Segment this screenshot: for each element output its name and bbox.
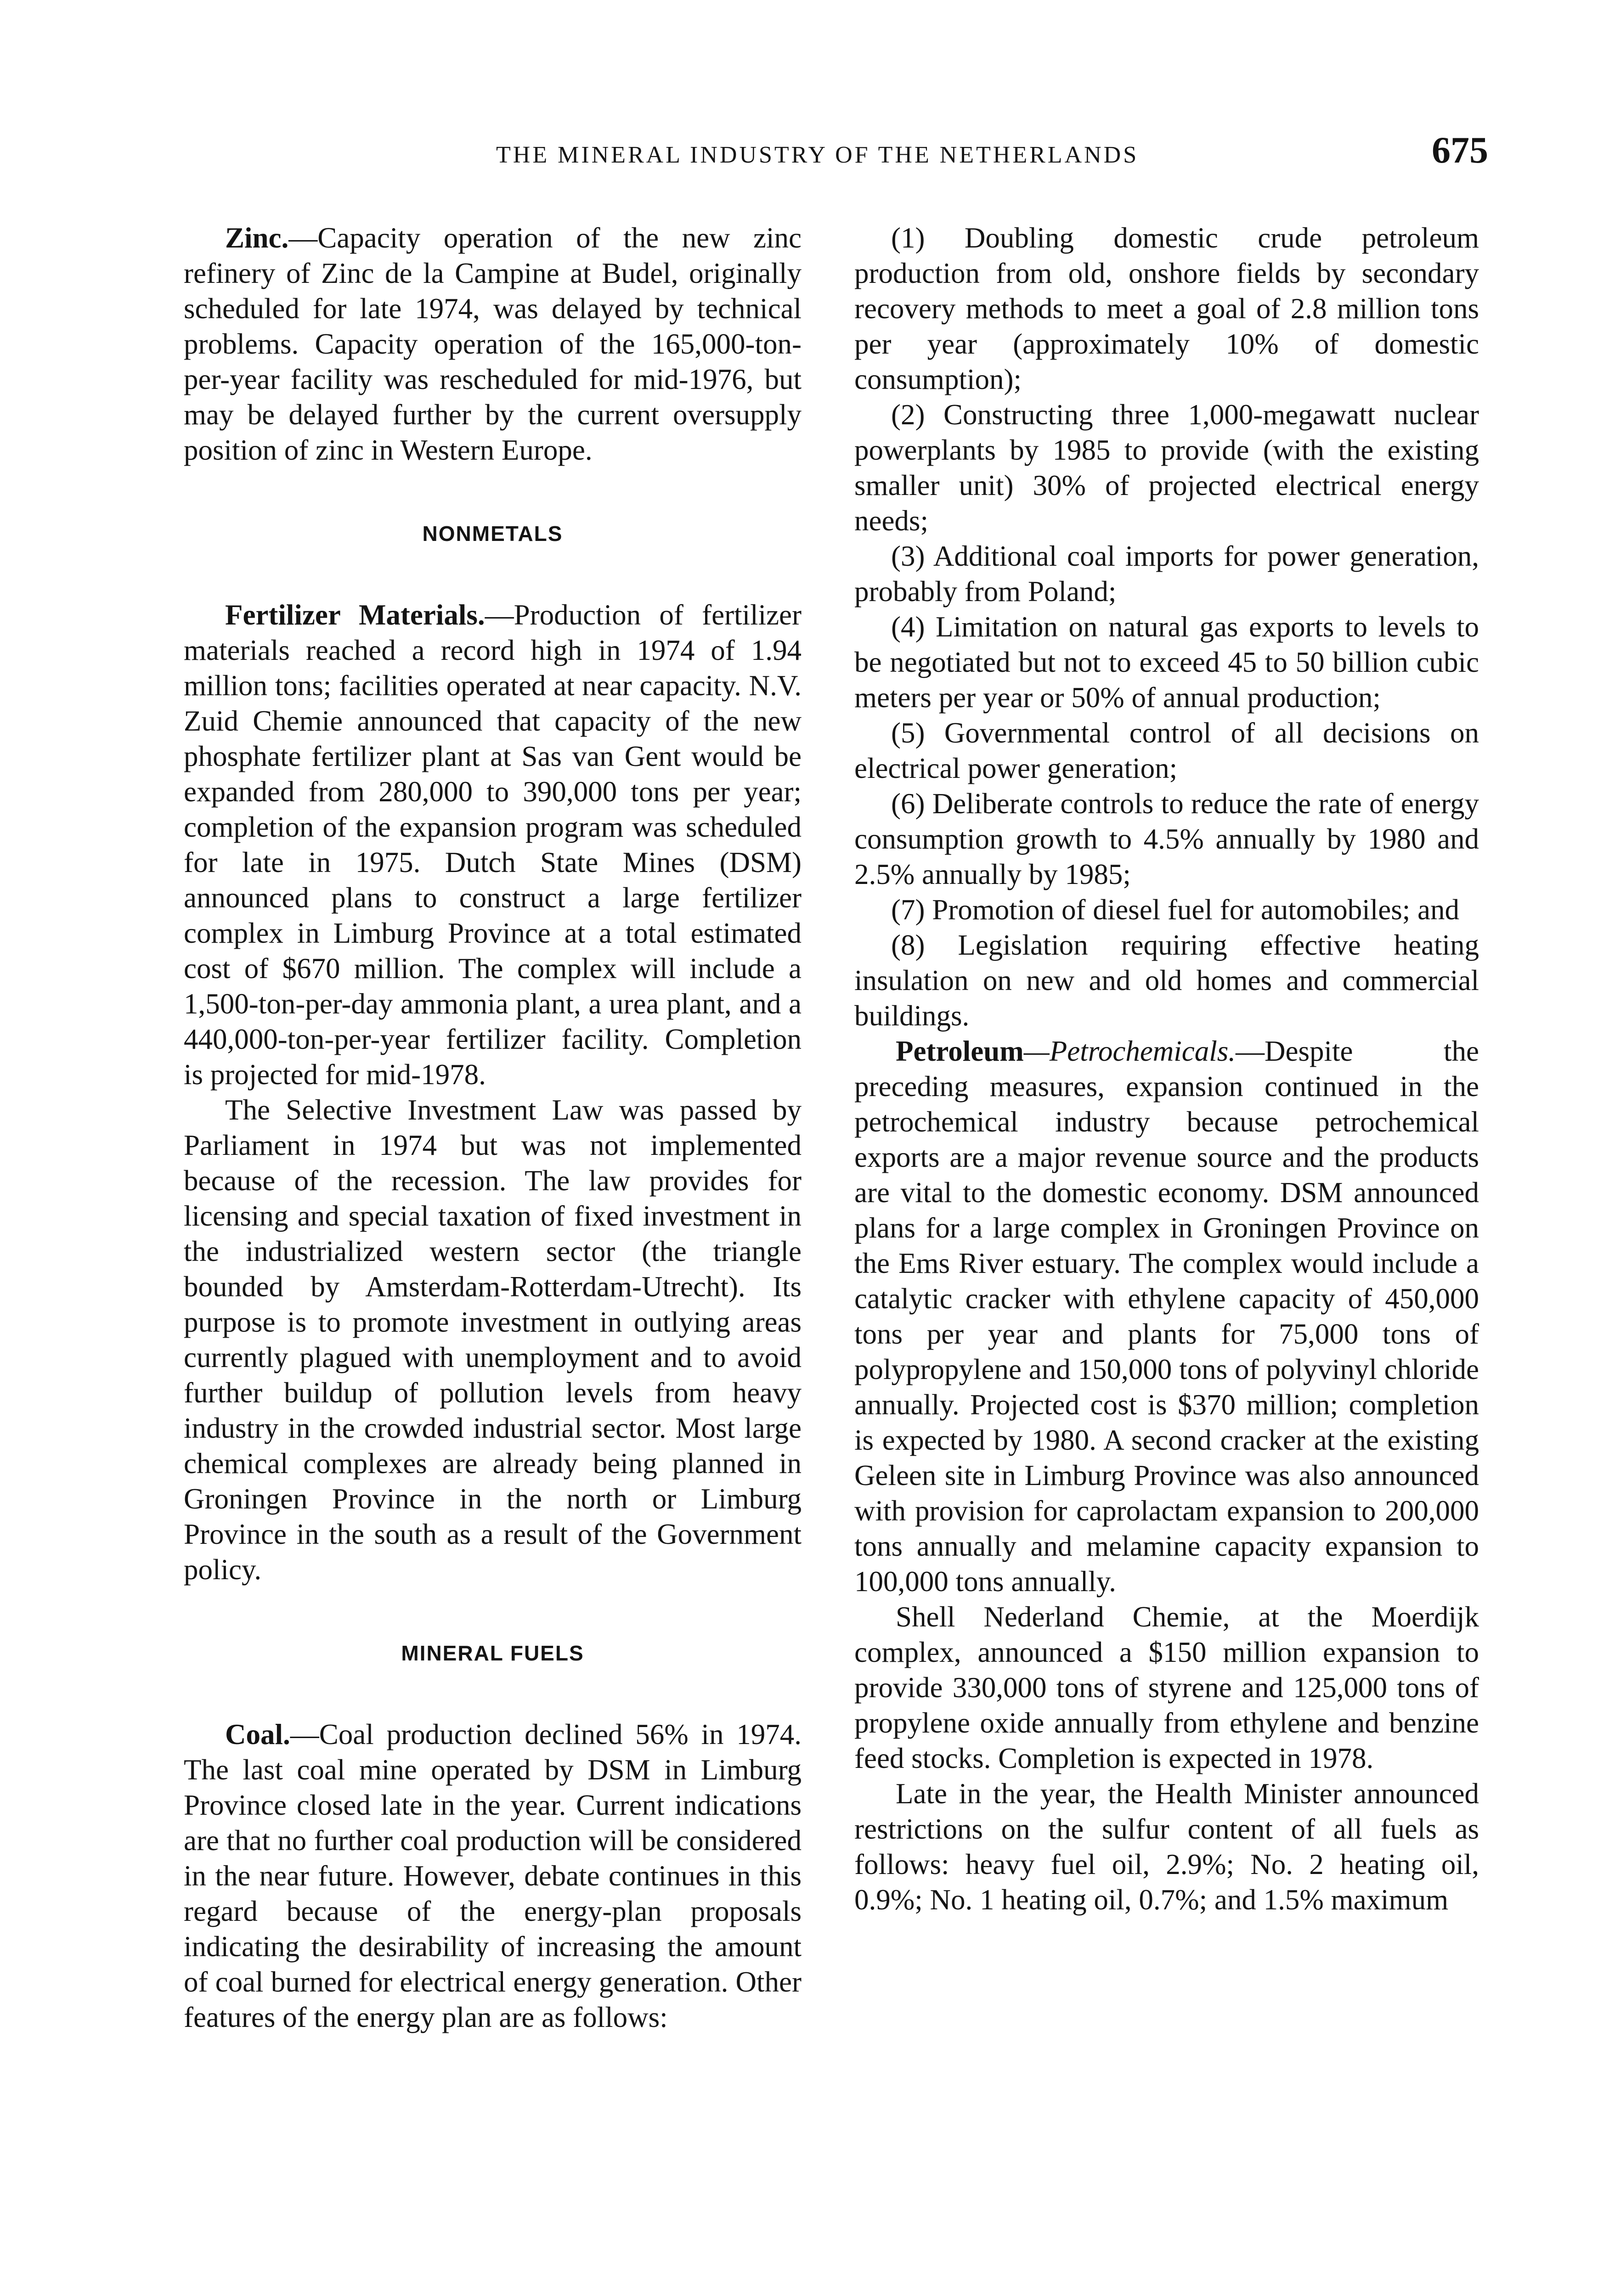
right-column xyxy=(854,220,1479,1918)
energy-plan-item: (4) Limitation on natural gas exports to levels to be negotiated but not to exceed 45 to 50 billion cubic meters per year or 50% of annual production; xyxy=(854,611,1479,714)
nonmetals-heading: NONMETALS xyxy=(422,522,563,546)
energy-plan-item: (6) Deliberate controls to reduce the rate of energy consumption growth to 4.5% annually by 1980 and 2.5% annually by 1985; xyxy=(854,788,1479,890)
left-column xyxy=(184,220,802,2035)
energy-plan-item: (7) Promotion of diesel fuel for automobiles; and xyxy=(891,894,1459,926)
petroleum-lead: Petroleum xyxy=(896,1035,1024,1067)
petrochemicals-sublead: —Petrochemicals. xyxy=(1023,1035,1236,1067)
petroleum-paragraph xyxy=(854,1034,1479,1599)
energy-plan-item: (5) Governmental control of all decisions on electrical power generation; xyxy=(854,717,1479,784)
energy-plan-item: (2) Constructing three 1,000-megawatt nuclear powerplants by 1985 to provide (with the existing smaller unit) 30% of projected electrical energy needs; xyxy=(854,399,1479,537)
page-number: 675 xyxy=(1432,129,1488,171)
fertilizer-paragraph xyxy=(184,597,802,1092)
energy-plan-item: (1) Doubling domestic crude petroleum production from old, onshore fields by secondary recovery methods to meet a goal of 2.8 million tons per year (approximately 10% of domestic consumption); xyxy=(854,222,1479,395)
mineral-fuels-heading: MINERAL FUELS xyxy=(401,1641,584,1665)
page-header xyxy=(184,129,1488,179)
coal-text: —Coal production declined 56% in 1974. The last coal mine operated by DSM in Limburg Province closed late in the year. Current indications are that no further coal production will be considered in the near future. However, debate continues in this regard because of the energy-plan proposals indicating the desirability of increasing the amount of coal burned for electrical energy generation. Other features of the energy plan are as follows: xyxy=(184,1718,802,2033)
fertilizer-text: —Production of fertilizer materials reached a record high in 1974 of 1.94 million tons; facilities operated at near capacity. N.V. Zuid Chemie announced that capacity of the new phosphate fertilizer plant at Sas van Gent would be expanded from 280,000 to 390,000 tons per year; completion of the expansion program was scheduled for late in 1975. Dutch State Mines (DSM) announced plans to construct a large fertilizer complex in Limburg Province at a total estimated cost of $670 million. The complex will include a 1,500-ton-per-day ammonia plant, a urea plant, and a 440,000-ton-per-year fertilizer facility. Completion is projected for mid-1978. xyxy=(184,599,802,1091)
energy-plan-item: (8) Legislation requiring effective heating insulation on new and old homes and commercial buildings. xyxy=(854,929,1479,1032)
shell-paragraph: Shell Nederland Chemie, at the Moerdijk complex, announced a $150 million expansion to provide 330,000 tons of styrene and 125,000 tons of propylene oxide annually from ethylene and benzine feed stocks. Completion is expected in 1978. xyxy=(854,1601,1479,1774)
fertilizer-lead: Fertilizer Materials. xyxy=(225,599,485,631)
health-minister-paragraph: Late in the year, the Health Minister announced restrictions on the sulfur content of all fuels as follows: heavy fuel oil, 2.9%; No. 2 heating oil, 0.9%; No. 1 heating oil, 0.7%; and 1.5% maximum xyxy=(854,1778,1479,1916)
petroleum-text: —Despite the preceding measures, expansion continued in the petrochemical industry because petrochemical exports are a major revenue source and the products are vital to the domestic economy. DSM announced plans for a large complex in Groningen Province on the Ems River estuary. The complex would include a catalytic cracker with ethylene capacity of 450,000 tons per year and plants for 75,000 tons of polypropylene and 150,000 tons of polyvinyl chloride annually. Projected cost is $370 million; completion is expected by 1980. A second cracker at the existing Geleen site in Limburg Province was also announced with provision for caprolactam expansion to 200,000 tons annually and melamine capacity expansion to 100,000 tons annually. xyxy=(854,1035,1479,1598)
coal-paragraph xyxy=(184,1717,802,2035)
zinc-paragraph xyxy=(184,220,802,468)
running-head: THE MINERAL INDUSTRY OF THE NETHERLANDS xyxy=(496,142,1139,168)
zinc-lead: Zinc. xyxy=(225,222,289,254)
selective-investment-paragraph: The Selective Investment Law was passed by Parliament in 1974 but was not implemented because of the recession. The law provides for licensing and special taxation of fixed investment in the industrialized western sector (the triangle bounded by Amsterdam-Rotterdam-Utrecht). Its purpose is to promote investment in outlying areas currently plagued with unemployment and to avoid further buildup of pollution levels from heavy industry in the crowded industrial sector. Most large chemical complexes are already being planned in Groningen Province in the north or Limburg Province in the south as a result of the Government policy. xyxy=(184,1094,802,1586)
energy-plan-item: (3) Additional coal imports for power generation, probably from Poland; xyxy=(854,540,1479,608)
zinc-text: —Capacity operation of the new zinc refinery of Zinc de la Campine at Budel, originally scheduled for late 1974, was delayed by technical problems. Capacity operation of the 165,000-ton-per-year facility was rescheduled for mid-1976, but may be delayed further by the current oversupply position of zinc in Western Europe. xyxy=(184,222,802,466)
coal-lead: Coal. xyxy=(225,1718,290,1750)
